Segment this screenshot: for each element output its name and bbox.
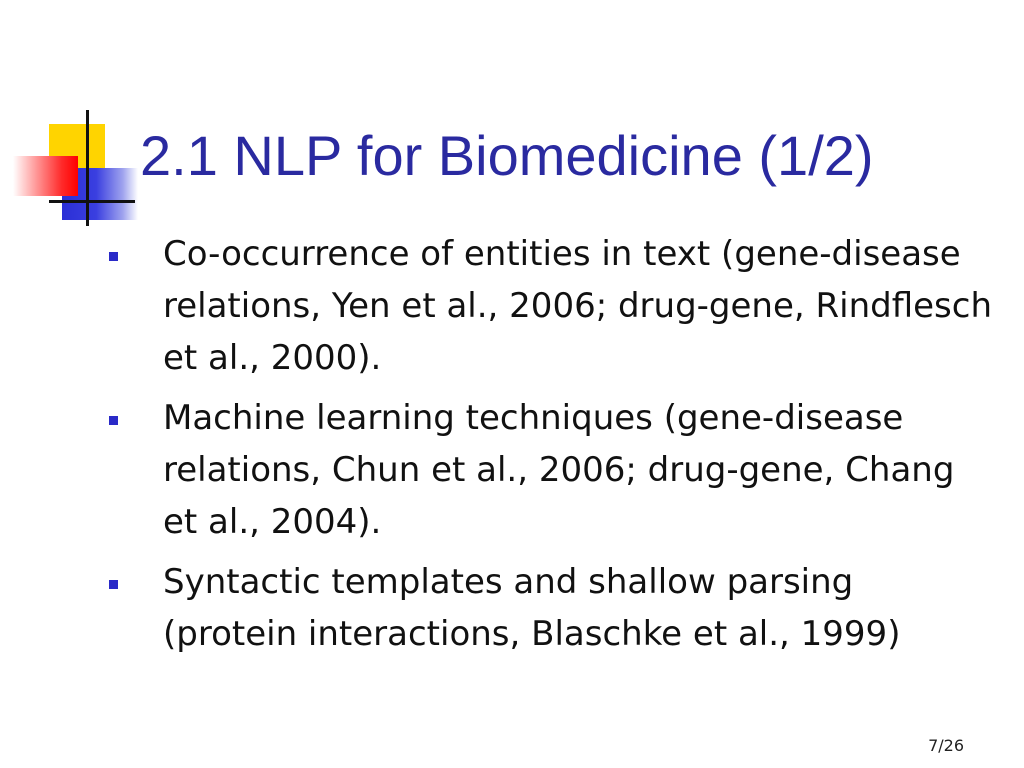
bullet-list — [100, 228, 1000, 668]
page-number: 7/26 — [928, 736, 964, 755]
logo-horizontal-line — [49, 200, 135, 203]
bullet-square-icon — [109, 252, 118, 261]
bullet-text: Machine learning techniques (gene-disease relations, Chun et al., 2006; drug-gene, Chang et al., 2004). — [163, 398, 955, 542]
decorative-logo-icon — [0, 100, 150, 240]
bullet-text: Syntactic templates and shallow parsing (protein interactions, Blaschke et al., 1999) — [163, 562, 901, 654]
bullet-text: Co-occurrence of entities in text (gene-disease relations, Yen et al., 2006; drug-gene, Rindflesch et al., 2000). — [163, 234, 992, 378]
bullet-item — [100, 556, 1000, 660]
bullet-square-icon — [109, 580, 118, 589]
slide-title: 2.1 NLP for Biomedicine (1/2) — [140, 124, 874, 187]
bullet-item — [100, 392, 1000, 548]
bullet-square-icon — [109, 416, 118, 425]
bullet-item — [100, 228, 1000, 384]
logo-red-square — [13, 156, 78, 196]
logo-vertical-line — [86, 110, 89, 226]
